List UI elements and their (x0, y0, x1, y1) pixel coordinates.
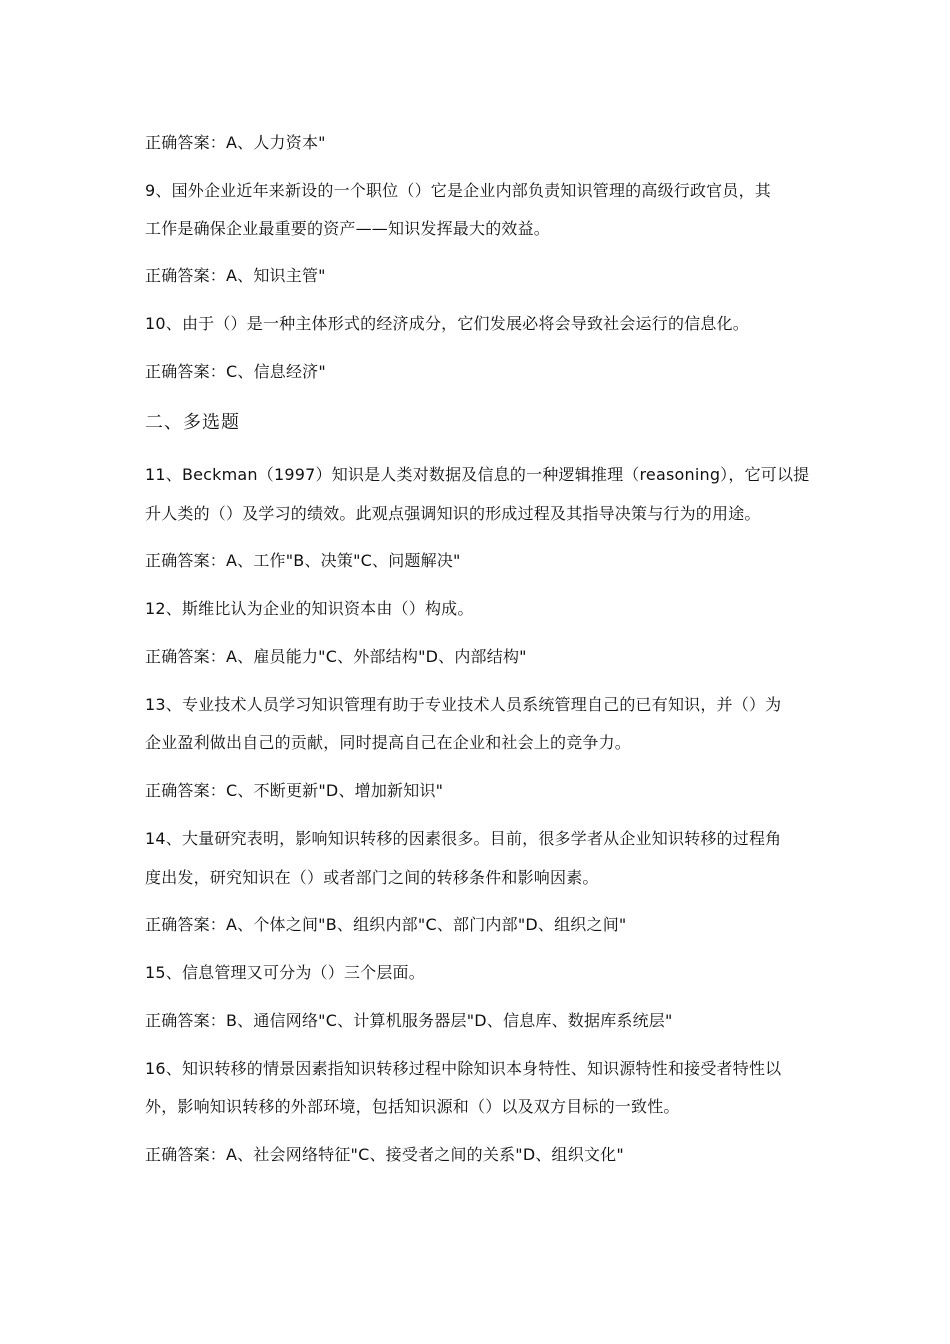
question-12-line-1: 12、斯维比认为企业的知识资本由（）构成。 (145, 599, 474, 618)
question-13-line-2: 企业盈利做出自己的贡献，同时提高自己在企业和社会上的竞争力。 (145, 733, 632, 752)
answer-10: 正确答案：C、信息经济" (145, 362, 326, 381)
question-14-line-1: 14、大量研究表明，影响知识转移的因素很多。目前，很多学者从企业知识转移的过程角 (145, 829, 782, 848)
answer-14: 正确答案：A、个体之间"B、组织内部"C、部门内部"D、组织之间" (145, 915, 627, 934)
answer-16: 正确答案：A、社会网络特征"C、接受者之间的关系"D、组织文化" (145, 1145, 624, 1164)
section-heading-multiple-choice: 二、多选题 (145, 412, 240, 433)
answer-13: 正确答案：C、不断更新"D、增加新知识" (145, 781, 444, 800)
question-14-line-2: 度出发，研究知识在（）或者部门之间的转移条件和影响因素。 (145, 868, 599, 887)
answer-12: 正确答案：A、雇员能力"C、外部结构"D、内部结构" (145, 647, 527, 666)
question-9-line-1: 9、国外企业近年来新设的一个职位（）它是企业内部负责知识管理的高级行政官员，其 (145, 181, 771, 200)
question-13-line-1: 13、专业技术人员学习知识管理有助于专业技术人员系统管理自己的已有知识，并（）为 (145, 695, 782, 714)
question-9-line-2: 工作是确保企业最重要的资产——知识发挥最大的效益。 (145, 219, 551, 238)
answer-9: 正确答案：A、知识主管" (145, 266, 326, 285)
question-15-line-1: 15、信息管理又可分为（）三个层面。 (145, 963, 425, 982)
answer-15: 正确答案：B、通信网络"C、计算机服务器层"D、信息库、数据库系统层" (145, 1011, 673, 1030)
question-11-line-1: 11、Beckman（1997）知识是人类对数据及信息的一种逻辑推理（reasoning），它可以提 (145, 465, 810, 484)
question-16-line-1: 16、知识转移的情景因素指知识转移过程中除知识本身特性、知识源特性和接受者特性以 (145, 1059, 782, 1078)
answer-8: 正确答案：A、人力资本" (145, 133, 326, 152)
answer-11: 正确答案：A、工作"B、决策"C、问题解决" (145, 551, 461, 570)
question-10-line-1: 10、由于（）是一种主体形式的经济成分，它们发展必将会导致社会运行的信息化。 (145, 314, 749, 333)
question-16-line-2: 外，影响知识转移的外部环境，包括知识源和（）以及双方目标的一致性。 (145, 1097, 680, 1116)
question-11-line-2: 升人类的（）及学习的绩效。此观点强调知识的形成过程及其指导决策与行为的用途。 (145, 504, 761, 523)
